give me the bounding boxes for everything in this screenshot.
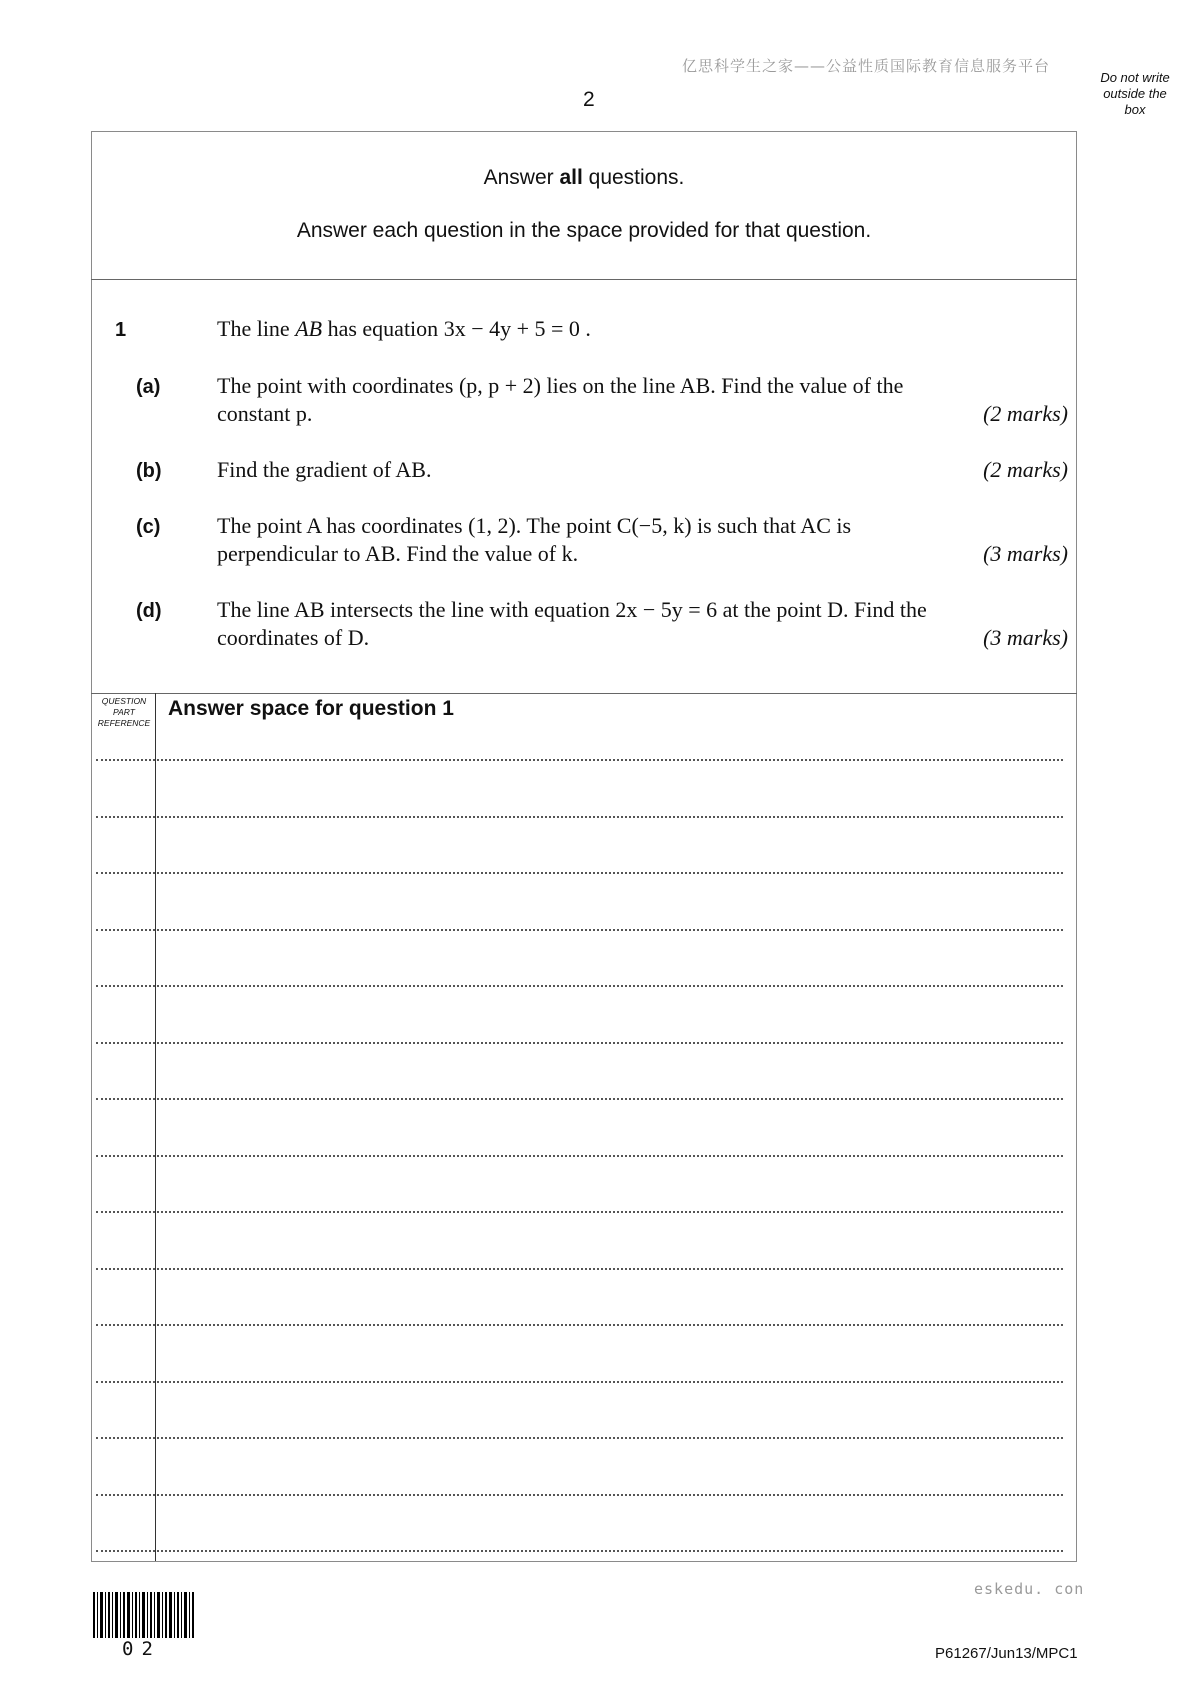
part-d-line-1: The line AB intersects the line with equation 2x − 5y = 6 at the point D. Find the	[217, 597, 927, 622]
instruction-line-2: Answer each question in the space provided for that question.	[296, 219, 872, 242]
margin-note	[1086, 70, 1184, 118]
answer-line[interactable]	[96, 1211, 1063, 1213]
part-c-line-2: perpendicular to AB. Find the value of k.	[217, 541, 579, 566]
part-a-line-2: constant p.	[217, 401, 313, 426]
part-a-marks: (2 marks)	[983, 401, 1068, 426]
answer-line[interactable]	[96, 1324, 1063, 1326]
answer-line[interactable]	[96, 1437, 1063, 1439]
answer-line[interactable]	[96, 1494, 1063, 1496]
answer-line[interactable]	[96, 872, 1063, 874]
equation: 3x − 4y + 5 = 0	[443, 316, 580, 341]
answer-line[interactable]	[96, 1381, 1063, 1383]
margin-note-line: Do not write	[1100, 70, 1170, 85]
margin-note-line: outside the	[1103, 86, 1167, 101]
part-a-line-1: The point with coordinates (p, p + 2) lies on the line AB. Find the value of the	[217, 373, 904, 398]
answer-line[interactable]	[96, 1042, 1063, 1044]
part-label-a: (a)	[136, 376, 161, 398]
part-b-marks: (2 marks)	[983, 457, 1068, 482]
question-part-reference-column	[155, 693, 156, 1561]
answer-line[interactable]	[96, 1098, 1063, 1100]
margin-note-line: box	[1124, 102, 1146, 117]
part-d-line-2: coordinates of D.	[217, 625, 370, 650]
divider	[91, 279, 1077, 280]
answer-line[interactable]	[96, 929, 1063, 931]
part-label-c: (c)	[136, 516, 161, 538]
footer-code: P61267/Jun13/MPC1	[935, 1645, 1078, 1662]
answer-line[interactable]	[96, 1155, 1063, 1157]
answer-line[interactable]	[96, 985, 1063, 987]
answer-space-divider	[91, 693, 1077, 694]
part-b-line-1: Find the gradient of AB.	[217, 457, 432, 482]
watermark-top: 亿思科学生之家——公益性质国际教育信息服务平台	[682, 57, 1051, 75]
question-part-reference-label: QUESTION PART REFERENCE	[97, 696, 151, 728]
exam-box	[91, 131, 1077, 1562]
instruction-line-1: Answer all questions.	[483, 166, 685, 189]
barcode-number: 02	[122, 1638, 161, 1660]
part-label-b: (b)	[136, 460, 162, 482]
question-stem: The line AB has equation 3x − 4y + 5 = 0 .	[217, 316, 591, 341]
question-number: 1	[115, 319, 127, 341]
part-c-marks: (3 marks)	[983, 541, 1068, 566]
part-label-d: (d)	[136, 600, 162, 622]
answer-line[interactable]	[96, 1550, 1063, 1552]
part-d-marks: (3 marks)	[983, 625, 1068, 650]
barcode	[93, 1592, 195, 1638]
part-c-line-1: The point A has coordinates (1, 2). The point C(−5, k) is such that AC is	[217, 513, 852, 538]
page-number: 2	[583, 88, 595, 111]
answer-line[interactable]	[96, 759, 1063, 761]
watermark-bottom: eskedu. con	[974, 1580, 1085, 1598]
answer-line[interactable]	[96, 1268, 1063, 1270]
answer-line[interactable]	[96, 816, 1063, 818]
answer-space-heading: Answer space for question 1	[168, 697, 454, 720]
